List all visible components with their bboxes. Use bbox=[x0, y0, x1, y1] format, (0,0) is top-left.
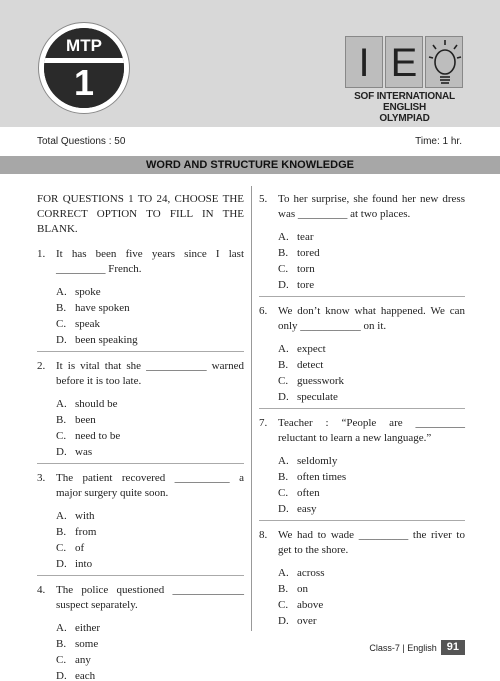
question-number: 3. bbox=[37, 472, 46, 484]
option-d[interactable] bbox=[56, 556, 244, 572]
question-1 bbox=[37, 247, 244, 348]
option-b[interactable] bbox=[278, 469, 465, 485]
option-text: tear bbox=[297, 231, 314, 243]
logo-letter-i: I bbox=[345, 36, 383, 88]
option-a[interactable] bbox=[56, 284, 244, 300]
logo-letter-o-bulb-icon bbox=[425, 36, 463, 88]
option-b[interactable] bbox=[56, 300, 244, 316]
option-text: tored bbox=[297, 247, 320, 259]
option-text: into bbox=[75, 558, 93, 570]
option-text: on bbox=[297, 583, 308, 595]
option-letter: C. bbox=[56, 654, 67, 666]
option-letter: D. bbox=[278, 503, 289, 515]
option-letter: C. bbox=[278, 487, 289, 499]
option-letter: C. bbox=[278, 375, 289, 387]
question-text: We had to wade _________ the river to get to the shore. bbox=[278, 529, 465, 556]
page-footer bbox=[369, 640, 465, 655]
right-column bbox=[259, 192, 465, 629]
option-a[interactable] bbox=[278, 229, 465, 245]
mtp-badge-inner bbox=[44, 28, 124, 108]
option-b[interactable] bbox=[56, 524, 244, 540]
option-text: spoke bbox=[75, 286, 101, 298]
option-letter: B. bbox=[56, 414, 67, 426]
option-c[interactable] bbox=[56, 652, 244, 668]
option-b[interactable] bbox=[278, 245, 465, 261]
option-letter: C. bbox=[56, 430, 67, 442]
option-d[interactable] bbox=[56, 332, 244, 348]
option-c[interactable] bbox=[278, 261, 465, 277]
option-letter: C. bbox=[56, 318, 67, 330]
question-divider bbox=[259, 520, 465, 521]
question-3 bbox=[37, 471, 244, 572]
option-d[interactable] bbox=[278, 613, 465, 629]
option-text: need to be bbox=[75, 430, 121, 442]
question-text: Teacher : “People are _________ reluctant to learn a new language.” bbox=[278, 417, 465, 444]
question-divider bbox=[259, 296, 465, 297]
option-text: speak bbox=[75, 318, 101, 330]
option-text: tore bbox=[297, 279, 315, 291]
option-letter: B. bbox=[278, 247, 289, 259]
options bbox=[278, 565, 465, 629]
option-text: seldomly bbox=[297, 455, 338, 467]
option-a[interactable] bbox=[56, 396, 244, 412]
option-text: some bbox=[75, 638, 99, 650]
olympiad-name bbox=[342, 91, 467, 124]
option-c[interactable] bbox=[56, 428, 244, 444]
options bbox=[278, 229, 465, 293]
question-6 bbox=[259, 304, 465, 405]
mtp-label: MTP bbox=[44, 28, 124, 58]
option-text: speculate bbox=[297, 391, 338, 403]
question-number: 8. bbox=[259, 529, 268, 541]
option-d[interactable] bbox=[278, 501, 465, 517]
footer-class-label: Class-7 | English bbox=[369, 642, 437, 653]
question-7 bbox=[259, 416, 465, 517]
question-number: 2. bbox=[37, 360, 46, 372]
option-letter: D. bbox=[56, 334, 67, 346]
option-text: often bbox=[297, 487, 320, 499]
option-a[interactable] bbox=[278, 341, 465, 357]
option-letter: B. bbox=[56, 302, 67, 314]
option-letter: B. bbox=[56, 638, 67, 650]
question-divider bbox=[37, 575, 244, 576]
option-c[interactable] bbox=[278, 373, 465, 389]
question-text: It is vital that she ___________ warned before it is too late. bbox=[56, 360, 244, 387]
option-letter: D. bbox=[56, 446, 67, 458]
option-letter: D. bbox=[278, 391, 289, 403]
option-letter: A. bbox=[278, 343, 289, 355]
option-text: detect bbox=[297, 359, 324, 371]
option-letter: A. bbox=[278, 455, 289, 467]
option-letter: A. bbox=[56, 286, 67, 298]
option-d[interactable] bbox=[278, 277, 465, 293]
option-text: often times bbox=[297, 471, 347, 483]
option-text: either bbox=[75, 622, 101, 634]
option-text: across bbox=[297, 567, 325, 579]
option-text: each bbox=[75, 670, 96, 681]
option-letter: B. bbox=[56, 526, 67, 538]
options bbox=[278, 453, 465, 517]
option-letter: A. bbox=[56, 622, 67, 634]
question-divider bbox=[37, 351, 244, 352]
question-divider bbox=[259, 408, 465, 409]
option-text: torn bbox=[297, 263, 315, 275]
question-8 bbox=[259, 528, 465, 629]
option-a[interactable] bbox=[278, 565, 465, 581]
option-c[interactable] bbox=[278, 597, 465, 613]
option-text: over bbox=[297, 615, 317, 627]
lightbulb-icon bbox=[426, 37, 464, 89]
question-text: We don’t know what happened. We can only ___________ on it. bbox=[278, 305, 465, 332]
option-a[interactable] bbox=[278, 453, 465, 469]
option-text: have spoken bbox=[75, 302, 130, 314]
total-questions: Total Questions : 50 bbox=[37, 136, 126, 147]
olympiad-name-line1: SOF INTERNATIONAL ENGLISH bbox=[354, 91, 455, 113]
options bbox=[56, 620, 244, 681]
option-d[interactable] bbox=[56, 444, 244, 460]
option-b[interactable] bbox=[278, 581, 465, 597]
question-number: 6. bbox=[259, 305, 268, 317]
option-c[interactable] bbox=[56, 540, 244, 556]
question-text: To her surprise, she found her new dress was _________ at two places. bbox=[278, 193, 465, 220]
option-b[interactable] bbox=[56, 412, 244, 428]
option-letter: B. bbox=[278, 359, 289, 371]
options bbox=[56, 284, 244, 348]
option-letter: A. bbox=[278, 567, 289, 579]
question-divider bbox=[37, 463, 244, 464]
option-letter: B. bbox=[278, 471, 289, 483]
question-text: It has been five years since I last _________ French. bbox=[56, 248, 244, 275]
option-letter: A. bbox=[278, 231, 289, 243]
option-text: above bbox=[297, 599, 324, 611]
option-letter: A. bbox=[56, 510, 67, 522]
instructions: FOR QUESTIONS 1 TO 24, CHOOSE THE CORRECT OPTION TO FILL IN THE BLANK. bbox=[37, 193, 244, 235]
option-letter: D. bbox=[56, 670, 67, 681]
option-c[interactable] bbox=[278, 485, 465, 501]
option-letter: C. bbox=[56, 542, 67, 554]
option-text: expect bbox=[297, 343, 326, 355]
option-letter: C. bbox=[278, 263, 289, 275]
option-text: should be bbox=[75, 398, 118, 410]
options bbox=[56, 508, 244, 572]
question-2 bbox=[37, 359, 244, 460]
left-column bbox=[37, 192, 244, 681]
question-4 bbox=[37, 583, 244, 681]
mtp-number: 1 bbox=[44, 63, 124, 108]
option-text: guesswork bbox=[297, 375, 345, 387]
option-b[interactable] bbox=[278, 357, 465, 373]
option-text: with bbox=[75, 510, 95, 522]
question-number: 7. bbox=[259, 417, 268, 429]
option-b[interactable] bbox=[56, 636, 244, 652]
option-text: was bbox=[75, 446, 93, 458]
olympiad-name-line2: OLYMPIAD bbox=[379, 113, 430, 124]
option-text: been speaking bbox=[75, 334, 138, 346]
option-text: any bbox=[75, 654, 91, 666]
option-text: of bbox=[75, 542, 85, 554]
option-letter: A. bbox=[56, 398, 67, 410]
question-number: 5. bbox=[259, 193, 268, 205]
option-d[interactable] bbox=[56, 668, 244, 681]
option-letter: D. bbox=[56, 558, 67, 570]
question-text: The patient recovered __________ a major surgery quite soon. bbox=[56, 472, 244, 499]
option-letter: D. bbox=[278, 279, 289, 291]
option-c[interactable] bbox=[56, 316, 244, 332]
option-a[interactable] bbox=[56, 508, 244, 524]
time-limit: Time: 1 hr. bbox=[415, 136, 462, 147]
option-d[interactable] bbox=[278, 389, 465, 405]
options bbox=[56, 396, 244, 460]
question-text: The police questioned _____________ suspect separately. bbox=[56, 584, 244, 611]
page-header bbox=[0, 0, 500, 127]
page-number: 91 bbox=[441, 640, 465, 655]
column-divider bbox=[251, 186, 252, 631]
option-letter: B. bbox=[278, 583, 289, 595]
options bbox=[278, 341, 465, 405]
option-letter: C. bbox=[278, 599, 289, 611]
option-letter: D. bbox=[278, 615, 289, 627]
section-title: WORD AND STRUCTURE KNOWLEDGE bbox=[146, 159, 354, 171]
ieo-logo bbox=[345, 36, 465, 88]
option-text: from bbox=[75, 526, 97, 538]
option-a[interactable] bbox=[56, 620, 244, 636]
mtp-badge bbox=[38, 22, 130, 114]
question-5 bbox=[259, 192, 465, 293]
question-number: 4. bbox=[37, 584, 46, 596]
option-text: easy bbox=[297, 503, 317, 515]
option-text: been bbox=[75, 414, 96, 426]
question-number: 1. bbox=[37, 248, 46, 260]
logo-letter-e: E bbox=[385, 36, 423, 88]
